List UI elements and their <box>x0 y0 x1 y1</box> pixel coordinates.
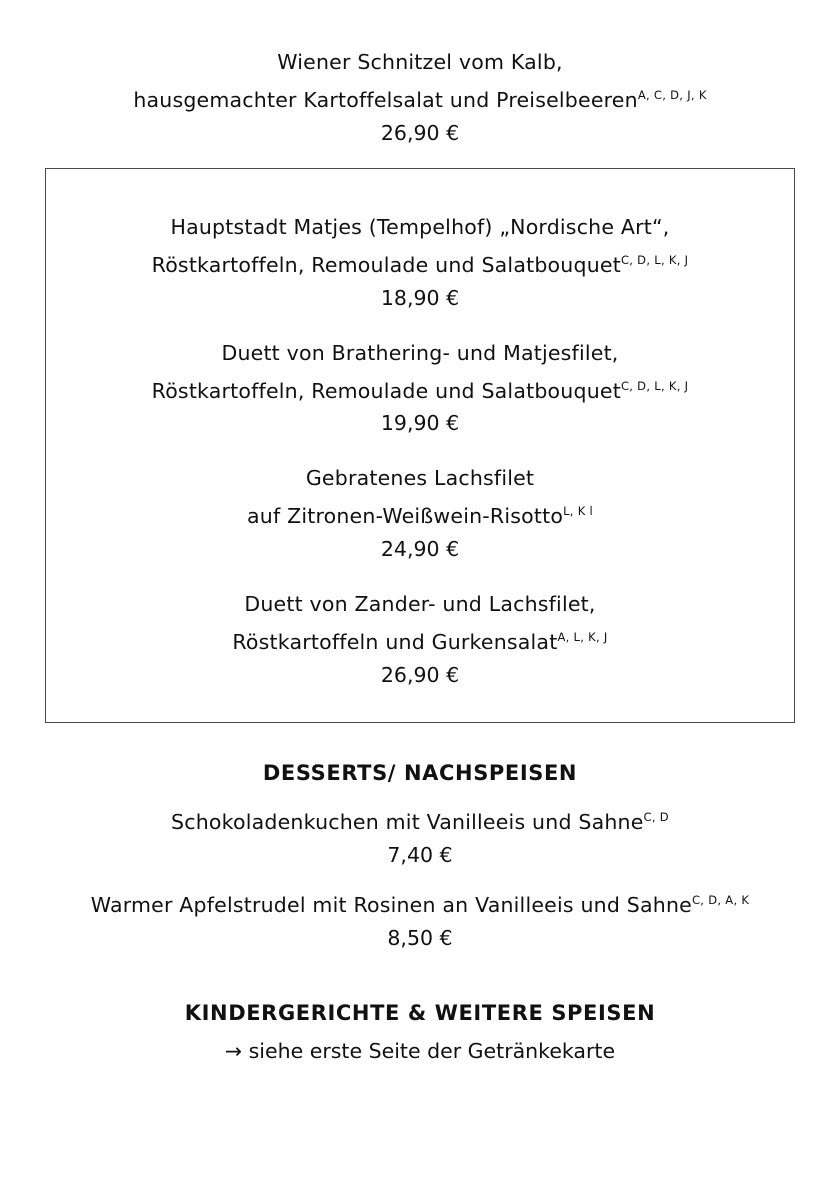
menu-item <box>38 46 802 150</box>
dish-name-line <box>66 244 774 282</box>
menu-item <box>38 884 802 955</box>
dish-line-text: Duett von Brathering- und Matjesfilet, <box>221 340 619 365</box>
allergen-codes: C, D <box>643 810 669 825</box>
dish-price: 24,90 € <box>380 537 460 562</box>
dish-name-line <box>66 211 774 244</box>
dish-price: 18,90 € <box>380 285 460 310</box>
dish-line-text: Wiener Schnitzel vom Kalb, <box>277 50 563 74</box>
kids-heading: KINDERGERICHTE & WEITERE SPEISEN <box>184 1000 656 1025</box>
allergen-codes: A, L, K, J <box>557 630 608 645</box>
dish-line-text: Röstkartoffeln, Remoulade und Salatbouquet <box>151 378 621 403</box>
dish-name-line <box>38 79 802 117</box>
allergen-codes: C, D, L, K, J <box>620 252 689 267</box>
dish-line-text: Röstkartoffeln, Remoulade und Salatbouquet <box>151 252 621 277</box>
dish-name-line <box>66 495 774 533</box>
dish-line-text: Duett von Zander- und Lachsfilet, <box>244 592 596 617</box>
dish-name-line <box>66 621 774 659</box>
menu-item <box>66 211 774 315</box>
dish-line-text: Schokoladenkuchen mit Vanilleeis und Sahne <box>171 809 644 834</box>
dish-name-line <box>38 46 802 79</box>
menu-item <box>66 462 774 566</box>
dish-line-text: Gebratenes Lachsfilet <box>305 466 535 491</box>
menu-item <box>66 337 774 441</box>
dish-line-text: Röstkartoffeln und Gurkensalat <box>232 630 558 655</box>
dish-line-text: hausgemachter Kartoffelsalat und Preiselbeeren <box>133 87 638 112</box>
allergen-codes: A, C, D, J, K <box>637 88 707 102</box>
menu-item <box>66 588 774 692</box>
dish-line-text: Hauptstadt Matjes (Tempelhof) „Nordische Art“, <box>170 214 670 239</box>
fish-dishes-box <box>45 168 795 723</box>
allergen-codes: C, D, L, K, J <box>620 378 689 393</box>
desserts-heading: DESSERTS/ NACHSPEISEN <box>262 761 578 786</box>
dish-name-line <box>66 588 774 621</box>
dish-name-line <box>38 801 802 839</box>
dish-price: 8,50 € <box>387 925 453 950</box>
kids-note: → siehe erste Seite der Getränkekarte <box>224 1038 616 1063</box>
dish-name-line <box>38 884 802 922</box>
dish-name-line <box>66 462 774 495</box>
allergen-codes: L, K l <box>563 504 593 519</box>
menu-item <box>38 801 802 872</box>
dish-price: 26,90 € <box>380 120 460 145</box>
dish-line-text: auf Zitronen-Weißwein-Risotto <box>246 504 564 529</box>
dish-price: 7,40 € <box>387 842 453 867</box>
dish-price: 26,90 € <box>380 663 460 688</box>
dish-name-line <box>66 337 774 370</box>
top-dish-block <box>38 46 802 150</box>
allergen-codes: C, D, A, K <box>691 892 750 907</box>
dish-line-text: Warmer Apfelstrudel mit Rosinen an Vanilleeis und Sahne <box>90 892 692 917</box>
dish-price: 19,90 € <box>380 411 460 436</box>
dish-name-line <box>66 370 774 408</box>
